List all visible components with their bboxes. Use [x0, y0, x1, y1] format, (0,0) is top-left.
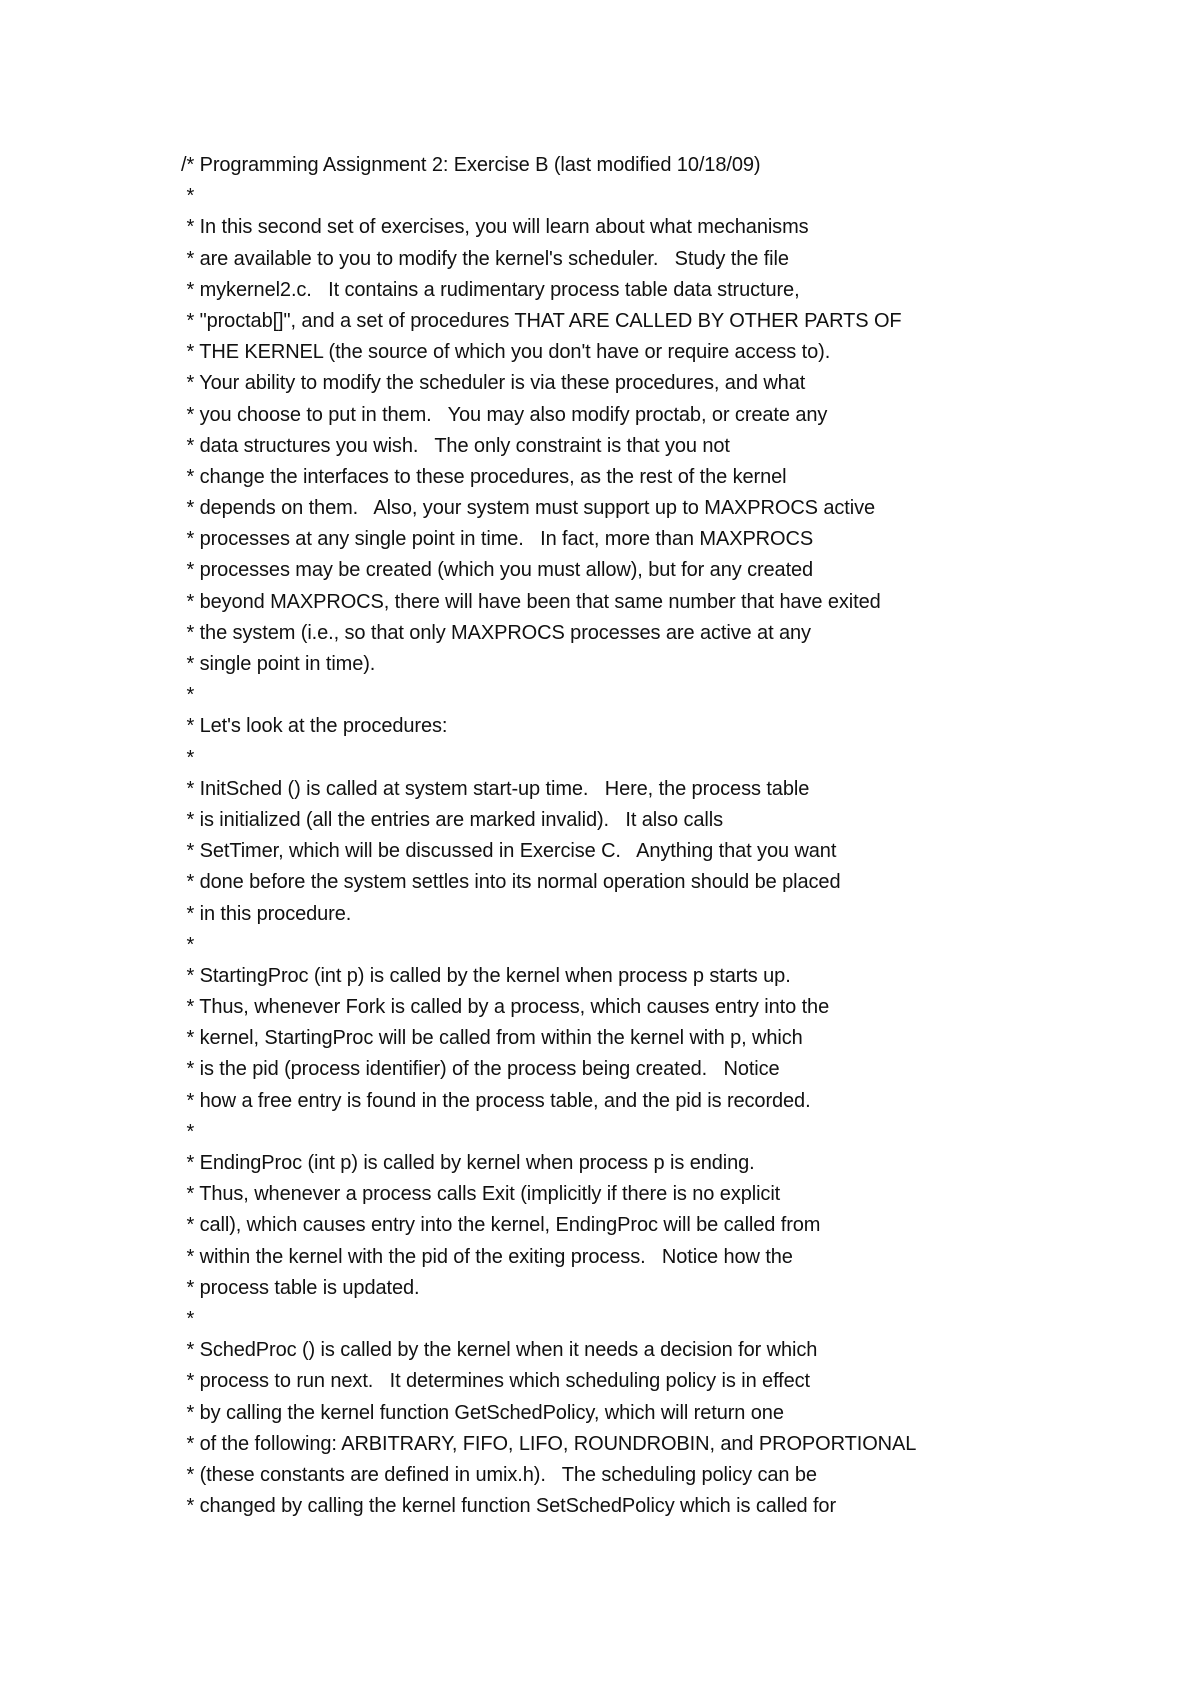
code-line: * [181, 1307, 195, 1330]
code-line: /* Programming Assignment 2: Exercise B (last modified 10/18/09) [181, 154, 761, 176]
code-line: * processes at any single point in time. In fact, more than MAXPROCS [181, 528, 814, 551]
code-line: * SetTimer, which will be discussed in Exercise C. Anything that you want [181, 840, 837, 863]
code-line: * process table is updated. [181, 1276, 420, 1299]
code-line: * is initialized (all the entries are marked invalid). It also calls [181, 808, 724, 831]
code-line: * process to run next. It determines which scheduling policy is in effect [181, 1370, 811, 1393]
code-line: * the system (i.e., so that only MAXPROCS processes are active at any [181, 621, 811, 644]
code-line: * [181, 933, 195, 956]
code-line: * changed by calling the kernel function SetSchedPolicy which is called for [181, 1495, 836, 1518]
code-line: * of the following: ARBITRARY, FIFO, LIFO, ROUNDROBIN, and PROPORTIONAL [181, 1432, 917, 1455]
code-line: * [181, 1120, 195, 1143]
code-line: * how a free entry is found in the process table, and the pid is recorded. [181, 1089, 811, 1112]
code-line: * InitSched () is called at system start-up time. Here, the process table [181, 777, 810, 800]
code-line: * "proctab[]", and a set of procedures THAT ARE CALLED BY OTHER PARTS OF [181, 309, 902, 332]
code-line: * in this procedure. [181, 902, 352, 925]
code-line: * single point in time). [181, 653, 376, 675]
code-line: * data structures you wish. The only constraint is that you not [181, 434, 730, 457]
code-line: * Your ability to modify the scheduler is via these procedures, and what [181, 372, 806, 395]
code-line: * processes may be created (which you must allow), but for any created [181, 559, 814, 582]
code-line: * you choose to put in them. You may also modify proctab, or create any [181, 403, 828, 426]
code-line: * SchedProc () is called by the kernel when it needs a decision for which [181, 1339, 818, 1362]
code-line: * kernel, StartingProc will be called from within the kernel with p, which [181, 1027, 803, 1050]
code-line: * call), which causes entry into the kernel, EndingProc will be called from [181, 1214, 821, 1237]
code-line: * mykernel2.c. It contains a rudimentary process table data structure, [181, 278, 800, 301]
code-line: * [181, 684, 195, 707]
code-line: * is the pid (process identifier) of the process being created. Notice [181, 1058, 780, 1081]
code-line: * depends on them. Also, your system must support up to MAXPROCS active [181, 497, 876, 520]
code-line: * THE KERNEL (the source of which you don't have or require access to). [181, 341, 831, 364]
code-line: * are available to you to modify the kernel's scheduler. Study the file [181, 247, 789, 270]
code-line: * In this second set of exercises, you will learn about what mechanisms [181, 216, 809, 239]
code-line: * StartingProc (int p) is called by the kernel when process p starts up. [181, 964, 791, 987]
code-line: * by calling the kernel function GetSchedPolicy, which will return one [181, 1401, 784, 1424]
code-line: * Let's look at the procedures: [181, 715, 448, 738]
code-line: * Thus, whenever a process calls Exit (implicitly if there is no explicit [181, 1183, 781, 1206]
code-line: * change the interfaces to these procedures, as the rest of the kernel [181, 465, 787, 488]
code-line: * (these constants are defined in umix.h). The scheduling policy can be [181, 1463, 817, 1486]
code-comment-block [181, 150, 916, 1522]
code-line: * [181, 746, 195, 769]
code-line: * EndingProc (int p) is called by kernel when process p is ending. [181, 1152, 755, 1174]
code-line: * within the kernel with the pid of the exiting process. Notice how the [181, 1245, 793, 1268]
code-line: * beyond MAXPROCS, there will have been that same number that have exited [181, 590, 881, 613]
code-line: * [181, 185, 195, 208]
code-line: * done before the system settles into its normal operation should be placed [181, 871, 841, 894]
code-line: * Thus, whenever Fork is called by a process, which causes entry into the [181, 996, 830, 1019]
